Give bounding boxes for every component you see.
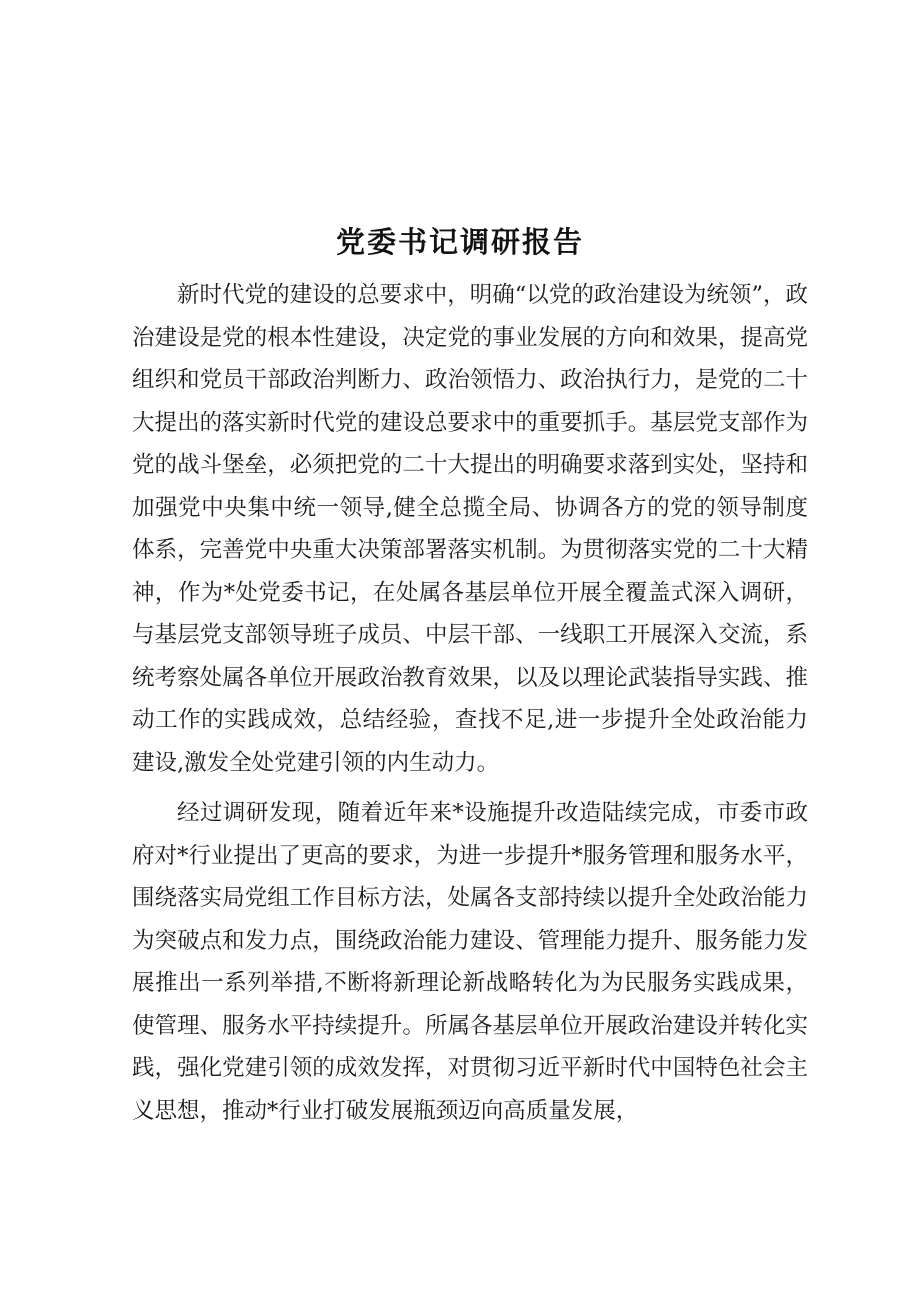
document-body — [132, 274, 808, 1132]
body-paragraph-1: 新时代党的建设的总要求中，明确“以党的政治建设为统领”，政治建设是党的根本性建设，决定党的事业发展的方向和效果，提高党组织和党员干部政治判断力、政治领悟力、政治执行力，是党的二十大提出的落实新时代党的建设总要求中的重要抓手。基层党支部作为党的战斗堡垒，必须把党的二十大提出的明确要求落到实处，坚持和加强党中央集中统一领导,健全总揽全局、协调各方的党的领导制度体系，完善党中央重大决策部署落实机制。为贯彻落实党的二十大精神，作为*处党委书记，在处属各基层单位开展全覆盖式深入调研，与基层党支部领导班子成员、中层干部、一线职工开展深入交流，系统考察处属各单位开展政治教育效果，以及以理论武装指导实践、推动工作的实践成效，总结经验，查找不足,进一步提升全处政治能力建设,激发全处党建引领的内生动力。 — [132, 282, 808, 776]
document-title: 党委书记调研报告 — [335, 225, 584, 259]
body-paragraph-2: 经过调研发现，随着近年来*设施提升改造陆续完成，市委市政府对*行业提出了更高的要求，为进一步提升*服务管理和服务水平，围绕落实局党组工作目标方法，处属各支部持续以提升全处政治能力为突破点和发力点，围绕政治能力建设、管理能力提升、服务能力发展推出一系列举措,不断将新理论新战略转化为为民服务实践成果，使管理、服务水平持续提升。所属各基层单位开展政治建设并转化实践，强化党建引领的成效发挥，对贯彻习近平新时代中国特色社会主义思想，推动*行业打破发展瓶颈迈向高质量发展， — [132, 800, 808, 1124]
